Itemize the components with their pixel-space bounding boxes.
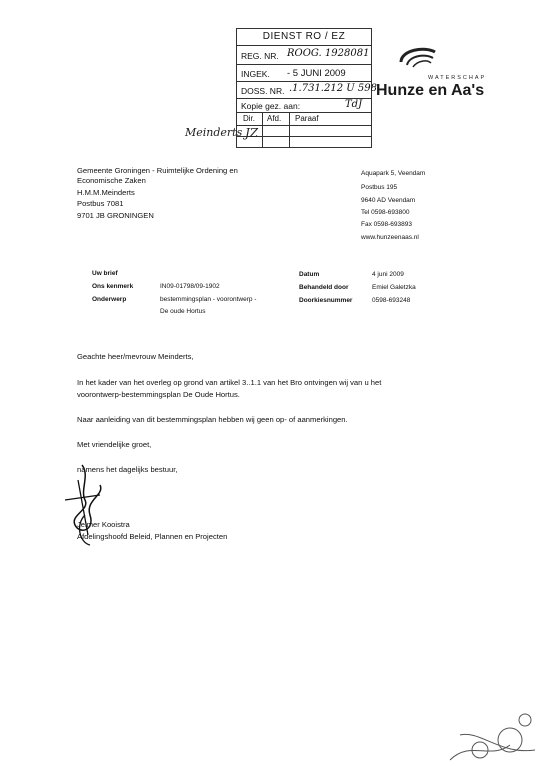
recipient-line: Economische Zaken xyxy=(77,176,146,185)
onderwerp-value: bestemmingsplan - voorontwerp - xyxy=(160,296,257,303)
sender-website: www.hunzeenaas.nl xyxy=(361,234,419,241)
stamp-ingek-label: INGEK. xyxy=(241,69,270,79)
sender-line: 9640 AD Veendam xyxy=(361,197,416,204)
stamp-title: DIENST RO / EZ xyxy=(237,29,371,46)
sender-line: Aquapark 5, Veendam xyxy=(361,170,426,177)
stamp-doss-value: .1.731.212 U 598 xyxy=(289,83,377,94)
handwritten-initials: JZ xyxy=(245,126,259,140)
stamp-reg-label: REG. NR. xyxy=(241,51,279,61)
closing: Met vriendelijke groet, xyxy=(77,440,152,449)
salutation: Geachte heer/mevrouw Meinderts, xyxy=(77,352,194,361)
on-behalf: namens het dagelijks bestuur, xyxy=(77,465,178,474)
recipient-line: Gemeente Groningen - Ruimtelijke Ordening en xyxy=(77,166,238,175)
scan-artifact-icon xyxy=(360,700,543,766)
paragraph-1-line-1: In het kader van het overleg op grond van artikel 3..1.1 van het Bro ontvingen wij van u het xyxy=(77,378,382,387)
handwritten-name: Meinderts xyxy=(185,126,243,139)
onderwerp-value-2: De oude Hortus xyxy=(160,308,206,315)
uw-brief-label: Uw brief xyxy=(92,270,118,277)
stamp-kopie-label: Kopie gez. aan: xyxy=(241,101,301,111)
sender-line: Tel 0598-693800 xyxy=(361,209,410,216)
recipient-line: Postbus 7081 xyxy=(77,199,124,208)
stamp-col-afd: Afd. xyxy=(267,114,282,123)
sender-line: Postbus 195 xyxy=(361,184,398,191)
paragraph-1-line-2: voorontwerp-bestemmingsplan De Oude Hortus. xyxy=(77,390,240,399)
recipient-line: 9701 JB GRONINGEN xyxy=(77,211,154,220)
stamp-doss-label: DOSS. NR. xyxy=(241,86,285,96)
stamp-col-paraaf: Paraaf xyxy=(295,114,319,123)
signer-title: Afdelingshoofd Beleid, Plannen en Projecten xyxy=(77,532,228,541)
logo-waterschap: WATERSCHAP xyxy=(428,75,487,81)
ons-kenmerk-label: Ons kenmerk xyxy=(92,283,134,290)
signer-name: Jelmer Kooistra xyxy=(77,520,130,529)
logo-name: Hunze en Aa's xyxy=(376,82,485,99)
datum-value: 4 juni 2009 xyxy=(372,271,404,278)
onderwerp-label: Onderwerp xyxy=(92,296,127,303)
stamp-kopie-value: TdJ xyxy=(345,99,363,110)
stamp-reg-value: ROOG. 1928081 xyxy=(287,48,370,59)
sender-line: Fax 0598-693893 xyxy=(361,221,412,228)
logo-swirl-icon xyxy=(395,44,439,70)
behandeld-label: Behandeld door xyxy=(299,284,349,291)
paragraph-2: Naar aanleiding van dit bestemmingsplan hebben wij geen op- of aanmerkingen. xyxy=(77,415,348,424)
ons-kenmerk-value: IN09-01798/09-1902 xyxy=(160,283,220,290)
datum-label: Datum xyxy=(299,271,320,278)
stamp-col-dir: Dir. xyxy=(243,114,255,123)
stamp-ingek-value: - 5 JUNI 2009 xyxy=(287,68,346,79)
behandeld-value: Emiel Galetzka xyxy=(372,284,416,291)
signature-icon xyxy=(60,455,130,550)
recipient-line: H.M.M.Meinderts xyxy=(77,188,135,197)
doorkies-label: Doorkiesnummer xyxy=(299,297,353,304)
doorkies-value: 0598-693248 xyxy=(372,297,411,304)
